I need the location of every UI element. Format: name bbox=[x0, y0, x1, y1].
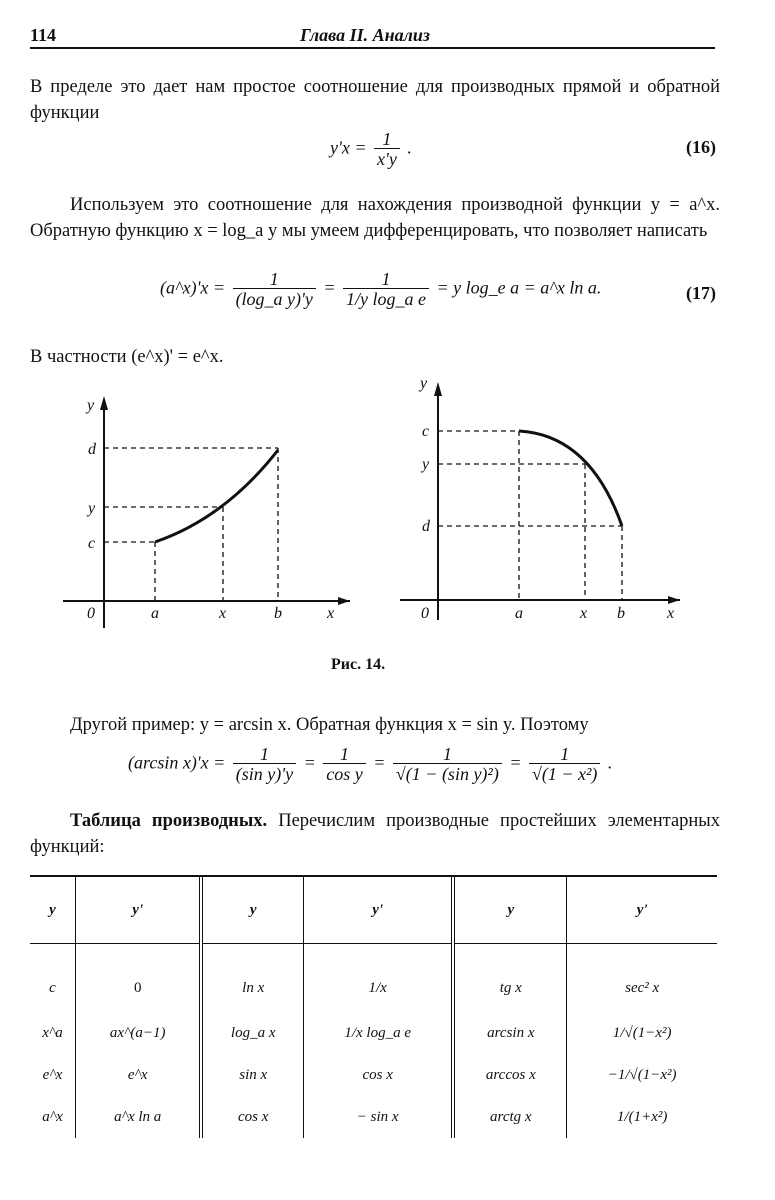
arcsin-f1-den: (sin y)'y bbox=[233, 763, 296, 784]
table-intro-rest: Перечислим производные простейших элементарных функций: bbox=[30, 811, 720, 857]
paragraph-2: Используем это соотношение для нахождения производной функции y = a^x. Обратную функцию x = log_a y мы умеем дифференцировать, что позволяет написать bbox=[30, 195, 720, 241]
table-cell: 1/√(1−x²) bbox=[612, 1024, 672, 1041]
left-label-x-axis: x bbox=[327, 605, 335, 622]
table-cell: a^x bbox=[30, 1096, 76, 1138]
header-rule bbox=[30, 47, 715, 49]
table-cell: 1/x bbox=[303, 944, 453, 1013]
table-row bbox=[30, 1096, 717, 1138]
left-y-arrow bbox=[100, 396, 108, 410]
left-label-origin: 0 bbox=[87, 605, 95, 622]
table-cell: sin x bbox=[201, 1054, 303, 1096]
right-label-y: y bbox=[422, 456, 430, 473]
eq17-lhs: (a^x)'x = bbox=[160, 277, 226, 298]
eq17-f2-num: 1 bbox=[381, 269, 391, 289]
eq16-num: 1 bbox=[382, 129, 392, 149]
right-y-arrow bbox=[434, 382, 442, 396]
right-label-origin: 0 bbox=[421, 605, 429, 622]
right-label-y-axis: y bbox=[420, 375, 428, 392]
left-label-y-axis: y bbox=[87, 397, 95, 414]
table-cell: cos x bbox=[303, 1054, 453, 1096]
table-row bbox=[30, 944, 717, 1013]
left-x-arrow bbox=[338, 597, 350, 605]
left-label-a: a bbox=[151, 605, 159, 622]
table-cell: arctg x bbox=[453, 1096, 566, 1138]
eq17-rhs: = y log_e a = a^x ln a. bbox=[436, 277, 602, 298]
eq16-den: x'y bbox=[374, 148, 400, 169]
arcsin-f4-num: 1 bbox=[560, 744, 570, 764]
table-cell: 1/x log_a e bbox=[303, 1012, 453, 1054]
derivatives-table bbox=[30, 877, 717, 1138]
eq17-frac2 bbox=[343, 270, 429, 309]
arcsin-f1-num: 1 bbox=[259, 744, 269, 764]
table-cell: x^a bbox=[30, 1012, 76, 1054]
table-intro-bold: Таблица производных. bbox=[70, 811, 268, 831]
table-cell: arcsin x bbox=[453, 1012, 566, 1054]
arcsin-lhs: (arcsin x)'x = bbox=[128, 752, 226, 773]
table-cell: c bbox=[30, 944, 76, 1013]
page-number: 114 bbox=[30, 25, 57, 45]
eq16-tail: . bbox=[407, 137, 412, 158]
table-cell: ln x bbox=[201, 944, 303, 1013]
left-label-c: c bbox=[88, 535, 96, 552]
table-cell: − sin x bbox=[303, 1096, 453, 1138]
arcsin-frac3 bbox=[393, 745, 502, 784]
table-cell: cos x bbox=[201, 1096, 303, 1138]
right-label-x-axis: x bbox=[667, 605, 675, 622]
arcsin-frac4 bbox=[529, 745, 600, 784]
figure-right-graph bbox=[395, 370, 695, 625]
table-cell: ax^(a−1) bbox=[76, 1012, 202, 1054]
left-label-d: d bbox=[88, 441, 96, 458]
eq17-frac1 bbox=[233, 270, 316, 309]
arcsin-f3-den: √(1 − (sin y)²) bbox=[393, 763, 502, 784]
arcsin-tail: . bbox=[607, 752, 613, 773]
equation-16 bbox=[330, 130, 412, 169]
eq17-f2-den: 1/y log_a e bbox=[343, 288, 429, 309]
eq17-f1-num: 1 bbox=[269, 269, 279, 289]
table-cell: arccos x bbox=[453, 1054, 566, 1096]
right-label-c: c bbox=[422, 423, 430, 440]
left-label-x: x bbox=[219, 605, 227, 622]
eq16-number: (16) bbox=[686, 137, 716, 157]
table-header: y bbox=[30, 877, 76, 944]
arcsin-f4-den: √(1 − x²) bbox=[529, 763, 600, 784]
table-header-row bbox=[30, 877, 717, 944]
equation-arcsin: (arcsin x)'x = $\frac{1}{\text{(sin y)'y}}$ = $\frac{1}{\text{cos y}}$ = $\frac{1}{\text{√(1 − (sin y)²)}}$ = $\frac{1}{\text{√(1 − x²)}}$ . bbox=[128, 744, 613, 784]
eq16-lhs: y'x = bbox=[330, 137, 367, 158]
table-cell: −1/√(1−x²) bbox=[607, 1066, 677, 1083]
right-label-a: a bbox=[515, 605, 523, 622]
running-title: Глава II. Анализ bbox=[300, 25, 430, 45]
equation-17: (a^x)'x = $\frac{1}{\text{(log\_a y)'y}}$ = $\frac{1}{\text{1/y log\_a e}}$ = y log_e a = a^x ln a. bbox=[160, 269, 602, 309]
arcsin-frac2 bbox=[323, 745, 365, 784]
table-intro bbox=[30, 808, 720, 860]
table-header: y bbox=[453, 877, 566, 944]
table-cell: log_a x bbox=[201, 1012, 303, 1054]
left-curve bbox=[155, 450, 278, 542]
table-row bbox=[30, 1012, 717, 1054]
eq16-fraction bbox=[374, 130, 400, 169]
arcsin-f3-num: 1 bbox=[442, 744, 452, 764]
right-label-b: b bbox=[617, 605, 625, 622]
table-cell: 1/(1+x²) bbox=[616, 1108, 668, 1125]
right-label-d: d bbox=[422, 518, 430, 535]
particular-case: В частности (e^x)' = e^x. bbox=[30, 347, 224, 367]
table-cell: e^x bbox=[30, 1054, 76, 1096]
intro-paragraph: В пределе это дает нам простое соотношение для производных прямой и обратной функции bbox=[30, 77, 720, 123]
figure-left-graph bbox=[55, 390, 355, 635]
table-cell: a^x ln a bbox=[76, 1096, 202, 1138]
table-header: y' bbox=[76, 877, 202, 944]
table-cell: sec² x bbox=[625, 979, 660, 996]
table-cell: e^x bbox=[76, 1054, 202, 1096]
example-paragraph: Другой пример: y = arcsin x. Обратная функция x = sin y. Поэтому bbox=[70, 715, 589, 735]
arcsin-frac1 bbox=[233, 745, 296, 784]
table-cell: 0 bbox=[76, 944, 202, 1013]
right-curve bbox=[519, 431, 622, 526]
right-label-x: x bbox=[580, 605, 588, 622]
table-row bbox=[30, 1054, 717, 1096]
left-label-b: b bbox=[274, 605, 282, 622]
eq17-f1-den: (log_a y)'y bbox=[233, 288, 316, 309]
table-header: y' bbox=[303, 877, 453, 944]
table-cell: tg x bbox=[453, 944, 566, 1013]
arcsin-f2-num: 1 bbox=[340, 744, 350, 764]
eq17-number: (17) bbox=[686, 283, 716, 303]
right-dashed-guides bbox=[438, 431, 622, 600]
table-header: y' bbox=[567, 877, 717, 944]
table-header: y bbox=[201, 877, 303, 944]
right-x-arrow bbox=[668, 596, 680, 604]
arcsin-f2-den: cos y bbox=[323, 763, 365, 784]
figure-caption: Рис. 14. bbox=[331, 656, 386, 673]
left-label-y: y bbox=[88, 500, 96, 517]
